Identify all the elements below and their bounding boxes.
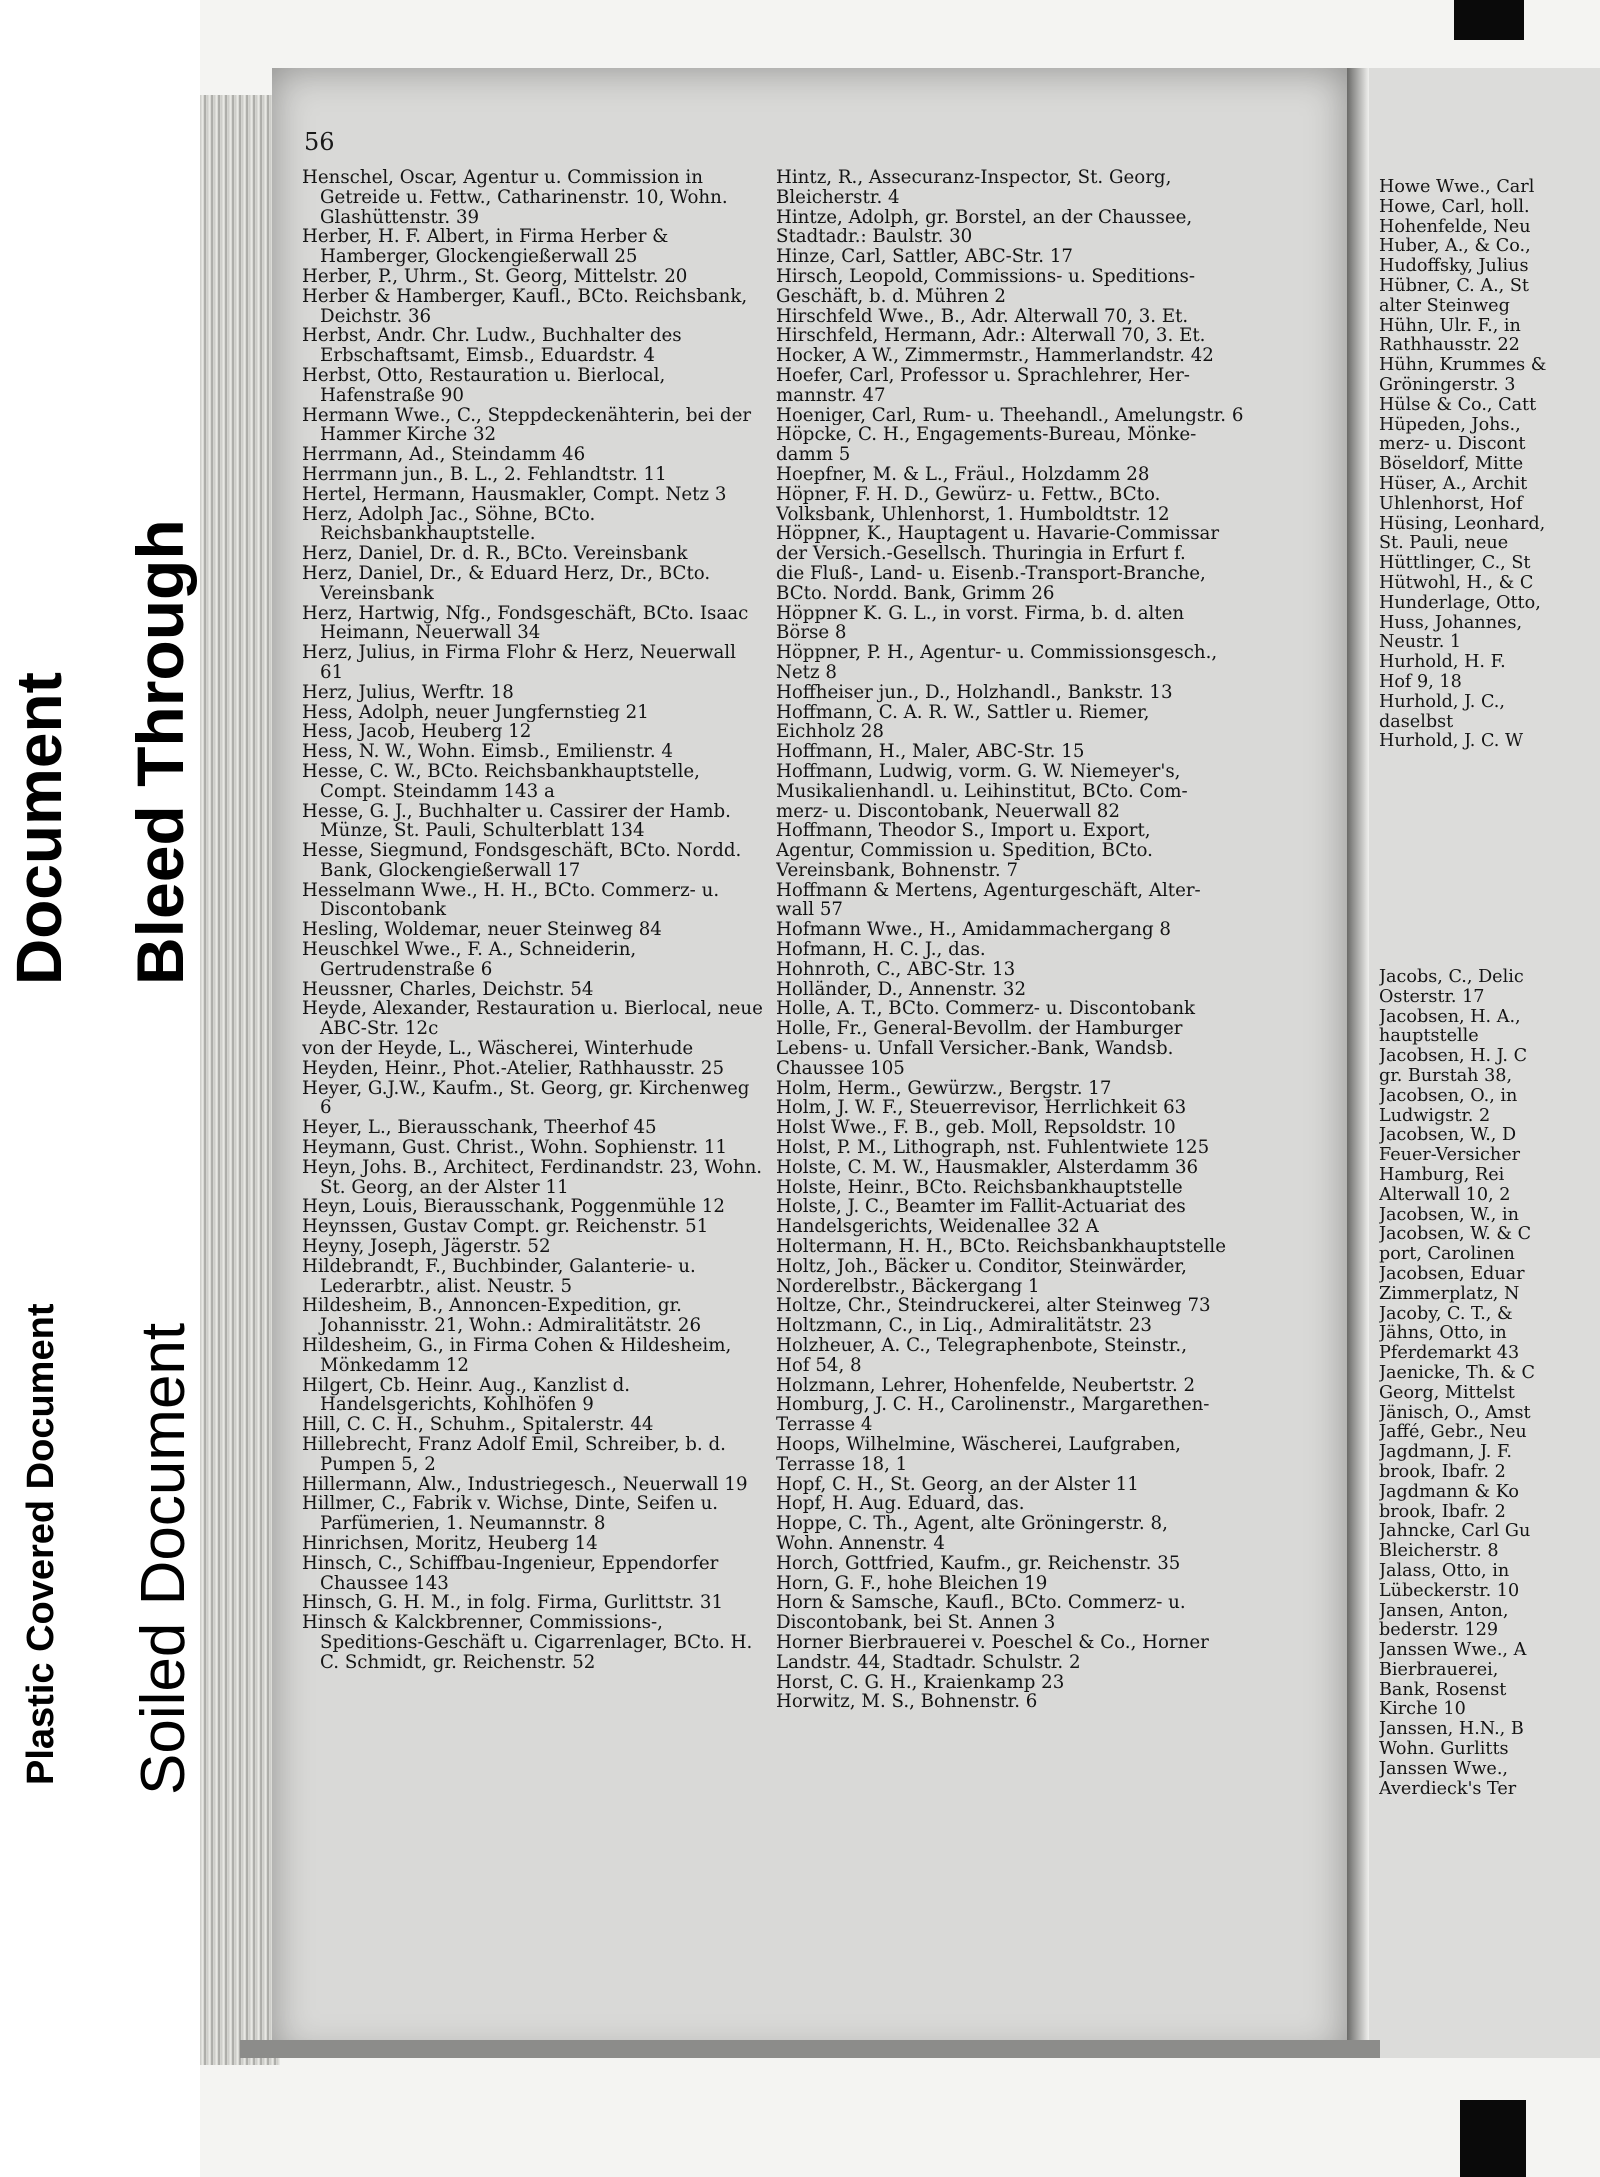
directory-column-right [776,168,1338,1712]
directory-entry: Höppner K. G. L., in vorst. Firma, b. d. alten [776,603,1185,624]
directory-entry: Herz, Hartwig, Nfg., Fondsgeschäft, BCto. Isaac Heimann, Neuerwall 34 [302,603,749,644]
directory-entry: Jacobsen, Eduar [1379,1264,1525,1284]
directory-entry: Hocker, A W., Zimmermstr., Hammerlandstr. 42 [776,346,1214,366]
directory-entry: Zimmerplatz, N [1379,1284,1520,1304]
directory-entry: alter Steinweg [1379,296,1510,316]
directory-entry: port, Carolinen [1379,1245,1515,1265]
directory-entry: Neustr. 1 [1379,633,1462,653]
directory-entry: Jalass, Otto, in [1379,1561,1510,1581]
directory-entry: Hüpeden, Johs., [1379,415,1521,435]
directory-entry: bederstr. 129 [1379,1621,1499,1641]
directory-entry: Jacobsen, W., D [1379,1126,1517,1146]
directory-entry: Osterstr. 17 [1379,987,1485,1007]
directory-entry: Hohenfelde, Neu [1379,217,1531,237]
directory-column-next-bottom [1379,968,1600,1799]
directory-entry: Holm, J. W. F., Steuerrevisor, Herrlichkeit 63 [776,1098,1187,1119]
directory-entry: Musikalienhandl. u. Leihinstitut, BCto. Com- [776,781,1188,802]
directory-entry: Vereinsbank, Bohnenstr. 7 [776,860,1019,881]
directory-entry: Heyn, Johs. B., Architect, Ferdinandstr. 23, Wohn. St. Georg, an der Alster 11 [302,1157,763,1198]
directory-entry: Holle, Fr., General-Bevollm. der Hamburger [776,1019,1183,1040]
directory-entry: Hühn, Ulr. F., in [1379,316,1521,336]
directory-entry: damm 5 [776,445,851,465]
directory-entry: Bank, Rosenst [1379,1680,1507,1700]
directory-entry: Höpner, F. H. D., Gewürz- u. Fettw., BCto. [776,484,1161,505]
directory-entry: Holtzmann, C., in Liq., Admiralitätstr. 23 [776,1316,1152,1337]
directory-entry: Jänisch, O., Amst [1379,1403,1531,1423]
directory-entry: Jagdmann & Ko [1379,1482,1520,1502]
directory-entry: Herrmann jun., B. L., 2. Fehlandtstr. 11 [302,464,667,485]
directory-entry: Volksbank, Uhlenhorst, 1. Humboldtstr. 12 [776,504,1170,525]
directory-entry: Holzmann, Lehrer, Hohenfelde, Neubertstr. 2 [776,1375,1196,1396]
directory-entry: Hoeniger, Carl, Rum- u. Theehandl., Amelungstr. 6 [776,405,1244,426]
directory-entry: Jacobsen, W. & C [1379,1225,1532,1245]
directory-entry: Jacobsen, H. A., [1379,1007,1521,1027]
directory-entry: Bleicherstr. 4 [776,187,900,208]
directory-entry: Börse 8 [776,623,847,644]
directory-entry: Jacobsen, W., in [1379,1205,1519,1225]
directory-entry: Heymann, Gust. Christ., Wohn. Sophienstr. 11 [302,1138,728,1158]
directory-entry: Hillermann, Alw., Industriegesch., Neuerwall 19 [302,1474,748,1495]
directory-entry: Heyden, Heinr., Phot.-Atelier, Rathhausstr. 25 [302,1058,725,1079]
directory-entry: Hopf, H. Aug. Eduard, das. [776,1494,1025,1515]
directory-entry: Ludwigstr. 2 [1379,1106,1491,1126]
directory-entry: Hinrichsen, Moritz, Heuberg 14 [302,1533,598,1554]
directory-entry: Hof 9, 18 [1379,672,1462,692]
directory-entry: Howe, Carl, holl. [1379,197,1530,217]
directory-entry: Hess, Adolph, neuer Jungfernstieg 21 [302,702,649,723]
directory-entry: Hoffmann, H., Maler, ABC-Str. 15 [776,742,1085,762]
directory-entry: St. Pauli, neue [1379,534,1509,554]
directory-entry: Herz, Julius, Werftr. 18 [302,682,514,703]
directory-entry: Hesse, Siegmund, Fondsgeschäft, BCto. Nordd. Bank, Glockengießerwall 17 [302,841,742,881]
directory-entry: Kirche 10 [1379,1700,1466,1720]
directory-entry: Janssen Wwe., [1379,1759,1509,1779]
directory-entry: Heuschkel Wwe., F. A., Schneiderin, Gertrudenstraße 6 [302,940,637,980]
directory-entry: Heyer, G.J.W., Kaufm., St. Georg, gr. Kirchenweg 6 [302,1078,750,1119]
directory-entry: Holste, C. M. W., Hausmakler, Alsterdamm 36 [776,1157,1199,1178]
directory-entry: Holtermann, H. H., BCto. Reichsbankhauptstelle [776,1237,1226,1257]
label-plastic-covered: Plastic Covered Document [20,1303,62,1785]
directory-entry: Henschel, Oscar, Agentur u. Commission in Getreide u. Fettw., Catharinenstr. 10, Wohn. Glashüttenstr. 39 [302,168,728,228]
directory-column-left [302,168,764,1673]
directory-entry: Hinsch, C., Schiffbau-Ingenieur, Eppendorfer Chaussee 143 [302,1553,719,1594]
directory-entry: Pferdemarkt 43 [1379,1344,1520,1364]
directory-entry: Holtze, Chr., Steindruckerei, alter Steinweg 73 [776,1296,1211,1317]
directory-entry: Hüttlinger, C., St [1379,554,1531,574]
directory-entry: von der Heyde, L., Wäscherei, Winterhude [302,1039,694,1059]
directory-entry: Herbst, Andr. Chr. Ludw., Buchhalter des Erbschaftsamt, Eimsb., Eduardstr. 4 [302,326,682,366]
directory-entry: Jahncke, Carl Gu [1379,1522,1531,1542]
directory-entry: Hübner, C. A., St [1379,276,1529,296]
directory-entry: brook, Ibafr. 2 [1379,1462,1506,1482]
directory-entry: Hillmer, C., Fabrik v. Wichse, Dinte, Seifen u. Parfümerien, 1. Neumannstr. 8 [302,1494,719,1534]
directory-entry: Hoepfner, M. & L., Fräul., Holzdamm 28 [776,464,1150,485]
directory-entry: Hofmann, H. C. J., das. [776,940,986,960]
scanned-book [200,0,1600,2177]
directory-entry: Hilgert, Cb. Heinr. Aug., Kanzlist d. Handelsgerichts, Kohlhöfen 9 [302,1375,631,1416]
directory-entry: Hof 54, 8 [776,1355,862,1376]
scanner-clip-top [1454,0,1524,40]
directory-entry: Jagdmann, J. F. [1379,1443,1513,1463]
directory-entry: Herz, Daniel, Dr. d. R., BCto. Vereinsbank [302,544,688,564]
directory-entry: Hoffmann, Ludwig, vorm. G. W. Niemeyer's, [776,761,1181,782]
directory-entry: Horst, C. G. H., Kraienkamp 23 [776,1672,1065,1693]
directory-entry: Homburg, J. C. H., Carolinenstr., Margarethen- [776,1395,1210,1416]
directory-entry: Hesse, C. W., BCto. Reichsbankhauptstelle, Compt. Steindamm 143 a [302,761,700,802]
directory-entry: Lübeckerstr. 10 [1379,1581,1520,1601]
directory-entry: Terrasse 4 [776,1415,873,1435]
directory-entry: Hesselmann Wwe., H. H., BCto. Commerz- u. Discontobank [302,880,720,921]
directory-entry: Geschäft, b. d. Mühren 2 [776,286,1006,307]
directory-entry: Böseldorf, Mitte [1379,455,1524,475]
directory-entry: Hesling, Woldemar, neuer Steinweg 84 [302,920,662,941]
directory-entry: Hoffmann, C. A. R. W., Sattler u. Riemer, [776,702,1150,723]
directory-entry: Herrmann, Ad., Steindamm 46 [302,445,586,465]
directory-entry: Hoffmann, Theodor S., Import u. Export, [776,821,1151,842]
right-page-partial [1369,68,1600,2058]
directory-entry: Holzheuer, A. C., Telegraphenbote, Steinstr., [776,1336,1187,1356]
directory-entry: Alterwall 10, 2 [1379,1185,1511,1205]
scanner-clip-bottom [1460,2100,1526,2177]
page-number: 56 [304,128,335,156]
directory-entry: Hinsch & Kalckbrenner, Commissions-, Speditions-Geschäft u. Cigarrenlager, BCto. H. C. Schmidt, gr. Reichenstr. 52 [302,1613,753,1673]
directory-entry: Jansen, Anton, [1379,1601,1509,1621]
directory-entry: gr. Burstah 38, [1379,1066,1513,1086]
directory-entry: Hinsch, G. H. M., in folg. Firma, Gurlittstr. 31 [302,1593,724,1614]
directory-entry: Hütwohl, H., & C [1379,573,1534,593]
directory-entry: Hühn, Krummes & [1379,356,1547,376]
directory-entry: Jähns, Otto, in [1379,1324,1507,1344]
directory-entry: Herber, P., Uhrm., St. Georg, Mittelstr. 20 [302,266,688,287]
directory-entry: Herz, Daniel, Dr., & Eduard Herz, Dr., BCto. Vereinsbank [302,563,711,604]
directory-entry: mannstr. 47 [776,385,886,406]
directory-entry: Jacobsen, H. J. C [1379,1047,1528,1067]
directory-entry: Huss, Johannes, [1379,613,1523,633]
directory-entry: Hill, C. C. H., Schuhm., Spitalerstr. 44 [302,1415,654,1435]
directory-entry: Jacobs, C., Delic [1379,968,1524,987]
directory-entry: Holst, P. M., Lithograph, nst. Fuhlentwiete 125 [776,1138,1210,1158]
directory-entry: wall 57 [776,900,843,921]
directory-entry: Hillebrecht, Franz Adolf Emil, Schreiber, b. d. Pumpen 5, 2 [302,1435,726,1475]
directory-entry: Janssen, H.N., B [1379,1720,1524,1740]
directory-entry: BCto. Nordd. Bank, Grimm 26 [776,583,1055,604]
directory-entry: Hamburg, Rei [1379,1165,1505,1185]
directory-entry: Hoops, Wilhelmine, Wäscherei, Laufgraben, [776,1435,1181,1455]
directory-entry: Hülse & Co., Catt [1379,395,1537,415]
directory-entry: Herber & Hamberger, Kaufl., BCto. Reichsbank, Deichstr. 36 [302,286,748,327]
directory-entry: Hess, N. W., Wohn. Eimsb., Emilienstr. 4 [302,742,674,762]
label-soiled: Soiled Document [129,1322,198,1795]
directory-entry: Hess, Jacob, Heuberg 12 [302,722,532,743]
directory-entry: Hudoffsky, Julius [1379,257,1529,277]
directory-entry: Herz, Julius, in Firma Flohr & Herz, Neuerwall 61 [302,643,736,683]
label-strip [0,0,200,2177]
directory-entry: Hunderlage, Otto, [1379,593,1541,613]
directory-entry: Horn & Samsche, Kaufl., BCto. Commerz- u. [776,1593,1186,1614]
directory-entry: Hermann Wwe., C., Steppdeckenähterin, bei der Hammer Kirche 32 [302,405,752,446]
directory-entry: Eichholz 28 [776,722,884,743]
directory-entry: Hohnroth, C., ABC-Str. 13 [776,959,1016,980]
directory-entry: Höpcke, C. H., Engagements-Bureau, Mönke- [776,425,1197,446]
book-gutter [1347,68,1369,2058]
directory-entry: Hoppe, C. Th., Agent, alte Gröningerstr. 8, [776,1514,1168,1534]
directory-entry: Heynssen, Gustav Compt. gr. Reichenstr. 51 [302,1217,709,1238]
directory-entry: Huber, A., & Co., [1379,237,1531,257]
directory-entry: Hesse, G. J., Buchhalter u. Cassirer der Hamb. Münze, St. Pauli, Schulterblatt 134 [302,801,731,842]
directory-entry: Wohn. Annenstr. 4 [776,1533,945,1554]
directory-entry: Heyny, Joseph, Jägerstr. 52 [302,1237,551,1257]
directory-entry: Discontobank, bei St. Annen 3 [776,1613,1056,1633]
directory-entry: Holste, Heinr., BCto. Reichsbankhauptstelle [776,1177,1183,1198]
directory-column-next-top [1379,178,1600,752]
directory-entry: Hurhold, J. C. W [1379,732,1524,752]
label-document: Document [3,672,75,985]
directory-entry: Holländer, D., Annenstr. 32 [776,979,1027,1000]
left-page [272,68,1347,2058]
directory-entry: Jaenicke, Th. & C [1379,1363,1535,1383]
directory-entry: Hintze, Adolph, gr. Borstel, an der Chaussee, [776,207,1193,228]
directory-entry: Hirsch, Leopold, Commissions- u. Speditions- [776,266,1196,287]
directory-entry: Jacobsen, O., in [1379,1086,1518,1106]
directory-entry: Holm, Herm., Gewürzw., Bergstr. 17 [776,1078,1112,1099]
directory-entry: Terrasse 18, 1 [776,1454,908,1475]
directory-entry: Feuer-Versicher [1379,1146,1521,1166]
directory-entry: Norderelbstr., Bäckergang 1 [776,1276,1040,1297]
page-bottom-shadow [240,2040,1380,2058]
directory-entry: Hoffheiser jun., D., Holzhandl., Bankstr. 13 [776,682,1173,703]
directory-entry: Hirschfeld, Hermann, Adr.: Alterwall 70, 3. Et. [776,326,1206,347]
page-edges [200,95,280,2065]
directory-entry: Holtz, Joh., Bäcker u. Conditor, Steinwärder, [776,1256,1187,1277]
directory-entry: der Versich.-Gesellsch. Thuringia in Erfurt f. [776,544,1186,564]
directory-entry: Lebens- u. Unfall Versicher.-Bank, Wandsb. [776,1039,1174,1059]
directory-entry: Uhlenhorst, Hof [1379,494,1523,514]
directory-entry: Hüser, A., Archit [1379,474,1528,494]
directory-entry: Horch, Gottfried, Kaufm., gr. Reichenstr. 35 [776,1553,1181,1574]
directory-entry: Gröningerstr. 3 [1379,375,1516,395]
directory-entry: Jacoby, C. T., & [1379,1304,1513,1324]
directory-entry: Hüsing, Leonhard, [1379,514,1546,534]
directory-entry: Wohn. Gurlitts [1379,1740,1509,1760]
directory-entry: Holste, J. C., Beamter im Fallit-Actuariat des [776,1197,1186,1218]
directory-entry: Herber, H. F. Albert, in Firma Herber & Hamberger, Glockengießerwall 25 [302,227,669,267]
directory-entry: Horn, G. F., hohe Bleichen 19 [776,1573,1048,1594]
directory-entry: Agentur, Commission u. Spedition, BCto. [776,841,1153,861]
directory-entry: Jaffé, Gebr., Neu [1379,1423,1527,1443]
directory-entry: Horwitz, M. S., Bohnenstr. 6 [776,1692,1038,1713]
directory-entry: die Fluß-, Land- u. Eisenb.-Transport-Branche, [776,563,1206,584]
directory-entry: Höppner, K., Hauptagent u. Havarie-Commissar [776,524,1220,545]
directory-entry: Averdieck's Ter [1379,1779,1517,1799]
directory-entry: Hintz, R., Assecuranz-Inspector, St. Georg, [776,168,1172,188]
directory-entry: brook, Ibafr. 2 [1379,1502,1506,1522]
directory-entry: Bleicherstr. 8 [1379,1542,1499,1562]
directory-entry: Hoefer, Carl, Professor u. Sprachlehrer, Her- [776,365,1190,386]
directory-entry: Horner Bierbrauerei v. Poeschel & Co., Horner [776,1632,1209,1653]
directory-entry: Rathhausstr. 22 [1379,336,1520,356]
label-bleed-through: Bleed Through [123,519,197,985]
directory-entry: Landstr. 44, Stadtadr. Schulstr. 2 [776,1652,1081,1673]
directory-entry: Hoffmann & Mertens, Agenturgeschäft, Alter- [776,880,1201,901]
directory-entry: daselbst [1379,712,1454,732]
directory-entry: Netz 8 [776,662,837,683]
directory-entry: Chaussee 105 [776,1058,905,1079]
directory-entry: hauptstelle [1379,1027,1479,1047]
directory-entry: Heyn, Louis, Bierausschank, Poggenmühle 12 [302,1197,725,1218]
directory-entry: Holst Wwe., F. B., geb. Moll, Repsoldstr. 10 [776,1118,1176,1139]
directory-entry: Herbst, Otto, Restauration u. Bierlocal, Hafenstraße 90 [302,365,666,406]
directory-entry: Holle, A. T., BCto. Commerz- u. Discontobank [776,999,1196,1020]
directory-entry: Bierbrauerei, [1379,1660,1499,1680]
directory-entry: Hildesheim, G., in Firma Cohen & Hildesheim, Mönkedamm 12 [302,1336,732,1376]
directory-entry: Hirschfeld Wwe., B., Adr. Alterwall 70, 3. Et. [776,306,1189,327]
directory-entry: Handelsgerichts, Weidenallee 32 A [776,1217,1099,1238]
directory-entry: Stadtadr.: Baulstr. 30 [776,227,973,248]
directory-entry: Hinze, Carl, Sattler, ABC-Str. 17 [776,247,1073,267]
directory-entry: merz- u. Discont [1379,435,1526,455]
directory-entry: Janssen Wwe., A [1379,1641,1527,1661]
directory-entry: Georg, Mittelst [1379,1383,1515,1403]
directory-entry: Hopf, C. H., St. Georg, an der Alster 11 [776,1474,1139,1495]
directory-entry: Hildebrandt, F., Buchbinder, Galanterie- u. Lederarbtr., alist. Neustr. 5 [302,1256,696,1297]
directory-entry: Hurhold, H. F. [1379,653,1506,673]
directory-entry: Heyde, Alexander, Restauration u. Bierlocal, neue ABC-Str. 12c [302,999,763,1040]
directory-entry: Hofmann Wwe., H., Amidammachergang 8 [776,920,1171,941]
directory-entry: Heyer, L., Bierausschank, Theerhof 45 [302,1118,657,1139]
directory-entry: Heussner, Charles, Deichstr. 54 [302,979,594,1000]
directory-entry: Hertel, Hermann, Hausmakler, Compt. Netz 3 [302,484,727,505]
directory-entry: Hildesheim, B., Annoncen-Expedition, gr. Johannisstr. 21, Wohn.: Admiralitätstr. 26 [302,1296,702,1337]
directory-entry: merz- u. Discontobank, Neuerwall 82 [776,801,1120,822]
directory-entry: Hurhold, J. C., [1379,692,1505,712]
directory-entry: Herz, Adolph Jac., Söhne, BCto. Reichsbankhauptstelle. [302,504,596,545]
directory-entry: Höppner, P. H., Agentur- u. Commissionsgesch., [776,643,1218,663]
directory-entry: Howe Wwe., Carl [1379,178,1535,197]
